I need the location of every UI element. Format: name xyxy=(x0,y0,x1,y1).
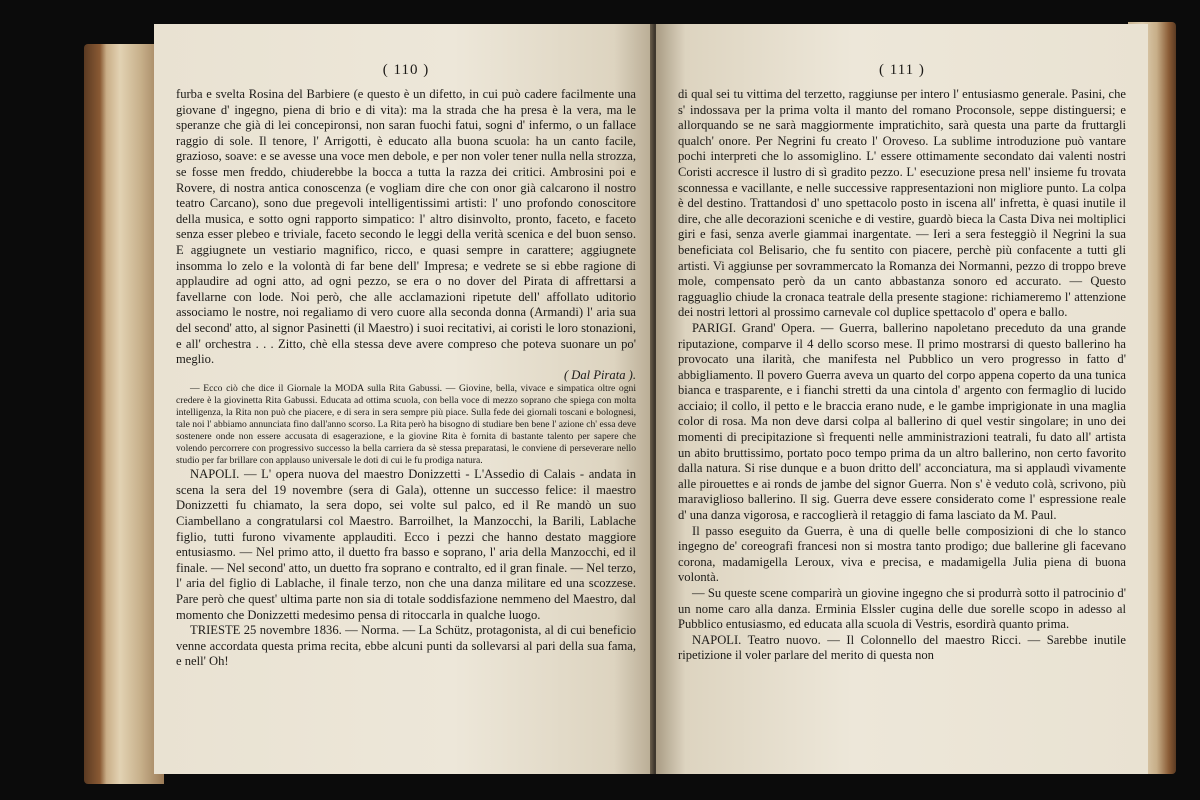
open-book xyxy=(84,14,1176,784)
right-page xyxy=(656,24,1148,774)
right-paragraph-napoli: NAPOLI. Teatro nuovo. — Il Colonnello del maestro Ricci. — Sarebbe inutile ripetizione il voler parlare del merito di questa non xyxy=(678,632,1126,663)
left-page-edges xyxy=(84,44,164,784)
right-paragraph-1: di qual sei tu vittima del terzetto, raggiunse per intero l' entusiasmo generale. Pasini, che s' indossava per la prima volta il manto del romano Proconsole, seppe distinguersi; e allorquando se ne sarà maggiormente impratichito, sarà questa una parte da fruttargli qualch' onore. Per Negrini fu creato l' Oroveso. La sublime introduzione può vantare pochi interpreti che lo assomiglino. L' essere ottimamente secondato dai valenti nostri Coristi accresce il lustro di sì gradito pezzo. L' esecuzione presa nell' insieme fu trovata sconnessa e vacillante, e nelle successive rappresentazioni non migliore punto. La colpa è del destino. Trattandosi d' uno spettacolo posto in iscena all' infretta, è quasi inutile il dire, che alle decorazioni sceniche e di vestire, guardò bieca la Casta Diva nei moltiplici giri e fasi, senza averle giammai inargentate. — Ieri a sera festeggiò il Negrini la sua beneficiata col Belisario, che fu sentito con piacere, perchè più confacente a tutti gli artisti. Vi aggiunse per sovrammercato la Romanza dei Normanni, pezzo di troppo breve mole, compensato però da un canto abbastanza sonoro ed accurato. — Questo ragguaglio chiude la cronaca teatrale della presente stagione: richiameremo l' attenzione dei nostri lettori al prossimo carnevale col duplice spettacolo d' opera e ballo. xyxy=(678,87,1126,320)
left-paragraph-1: furba e svelta Rosina del Barbiere (e questo è un difetto, in cui può cadere facilmente una giovane d' ingegno, piena di brio e di vita): ma la strada che ha presa è la vera, ma le speranze che già di lei concepironsi, non saran fuochi fatui, sogni d' infermo, o un fallace raggio di sole. Il tenore, l' Arrigotti, è educato alla buona scuola: ha un canto facile, grazioso, soave: e se avesse una voce men debole, e per non voler tener nulla nella strozza, se fosse men freddo, chiuderebbe la bocca a tutta la razza dei critici. Ambrosini poi e Rovere, di nostra antica conoscenza (e vogliam dire che con onor già calcarono il nostro teatro Carcano), sono due pregevoli intelligentissimi artisti: l' uno profondo conoscitore della musica, e sotto ogni rapporto simpatico: l' altro disinvolto, pronto, faceto, e faceto senza esser plebeo e triviale, faceto secondo le leggi della verità scenica e del buon senso. E aggiugnete un vestiario magnifico, ricco, e quasi sempre in carattere; aggiugnete insomma lo zelo e la volontà di far bene dell' Impresa; e vedrete se si ebbe ragione di applaudire ad ogni atto, ad ogni pezzo, se era o no dover del Pirata di affrettarsi a favellarne con lode. Noi però, che alle acclamazioni ripetute dell' affollato uditorio associamo le nostre, noi regaliamo di vero cuore alla seconda donna (Armandi) l' aria sua del second' atto, al signor Pasinetti (il Maestro) i suoi recitativi, ai coristi le loro stonazioni, e all' orchestra . . . Zitto, chè ella stessa deve avere compreso che poteva suonare un po' meglio. xyxy=(176,87,636,367)
right-paragraph-essler: — Su queste scene comparirà un giovine ingegno che si produrrà sotto il patrocinio d' un nome caro alla danza. Erminia Elssler cugina delle due sorelle scopo in adesso al Pubblico entusiasmo, ed educata alla scuola di Vestris, esordirà quanto prima. xyxy=(678,586,1126,632)
right-paragraph-parigi: PARIGI. Grand' Opera. — Guerra, ballerino napoletano preceduto da una grande riputazione, comparve il 4 dello scorso mese. Il primo mostrarsi di questo ballerino ha provocato una ilarità, che manifesta nel Pubblico un vero progresso in fatto d' abbigliamento. Il povero Guerra aveva un quarto del corpo appena coperto da una tunica bianca e trasparente, e i fianchi stretti da una cintola d' argento con fermaglio di lucido acciaio; il collo, il petto e le braccia erano nude, e le gambe imprigionate in una maglia color di rosa. Ma non deve darsi colpa al ballerino di quel vestir singolare; in uno dei momenti di precipitazione sì frequenti nelle amministrazioni teatrali, fu dato all' artista un abito bruttissimo, portato poco tempo prima da un altro ballerino, non certo favorito dalla natura. Si rise dunque e a buon dritto dell' acconciatura, ma si applaudì vivamente alle pirouettes e ai ronds de jambe del signor Guerra. Non s' è veduto colà, scrivono, più maraviglioso ballerino. Il sig. Guerra deve essere considerato come l' espressione reale d' una danza vigorosa, e raccoglierà il retaggio di fama lasciato da M. Paul. xyxy=(678,320,1126,523)
left-page xyxy=(154,24,654,774)
right-paragraph-passo: Il passo eseguito da Guerra, è una di quelle belle composizioni di che lo stanco ingegno de' coreografi francesi non si mostra tanto prodigo; due ballerine gli facevano corona, madamigella Leroux, viva e precisa, e madamigella Julia piena di buona volontà. xyxy=(678,523,1126,585)
left-page-number: ( 110 ) xyxy=(382,62,430,78)
right-page-number: ( 111 ) xyxy=(879,62,925,78)
left-note: — Ecco ciò che dice il Giornale la MODA sulla Rita Gabussi. — Giovine, bella, vivace e simpatica oltre ogni credere è la giovinetta Rita Gabussi. Educata ad ottima scuola, con bella voce di mezzo soprano che spiega con molta intelligenza, la Rita non può che piacere, e di sera in sera sempre più piace. Sulla fede dei giornali toscani e bolognesi, tale noi l' abbiamo annunciata fino dall'anno scorso. La Rita però ha bisogno di studiare ben bene l' azione ch' essa deve sostenere onde non essere accusata di esagerazione, e la giovine Rita è fornita di bastante talento per sapere che volendo percorrere con progressivo successo la bella carriera da sè stessa preparatasi, le conviene di perseverare nello studio per far brillare con applauso universale le doti di cui le fu prodiga natura. xyxy=(176,383,636,467)
left-paragraph-trieste: TRIESTE 25 novembre 1836. — Norma. — La Schütz, protagonista, al di cui beneficio venne accordata questa prima recita, ebbe alcuni punti da sollevarsi al pari della sua fama, e nell' Oh! xyxy=(176,623,636,669)
left-paragraph-napoli: NAPOLI. — L' opera nuova del maestro Donizzetti - L'Assedio di Calais - andata in scena la sera del 19 novembre (sera di Gala), ottenne un successo felice: il maestro Donizzetti fu chiamato, la sera dopo, sei volte sul palco, ed il Re mandò un suo Ciambellano a congratularsi col Maestro. Barroilhet, la Manzocchi, la Barili, Lablache figlio, tutti furono vivamente applauditi. Ecco i pezzi che hanno destato maggiore entusiasmo. — Nel primo atto, il duetto fra basso e soprano, l' aria della Manzocchi, ed il finale. — Nel second' atto, un duetto fra soprano e contralto, ed il gran finale. — Nel terzo, l' aria del figlio di Lablache, il finale terzo, non che una danza militare ed una scozzese. Pare però che quest' ultima parte non sia di totale soddisfazione nemmeno del Maestro, dal momento che Donizzetti medesimo pensa di ritoccarla in qualche luogo. xyxy=(176,467,636,622)
left-signature: ( Dal Pirata ). xyxy=(563,367,636,382)
